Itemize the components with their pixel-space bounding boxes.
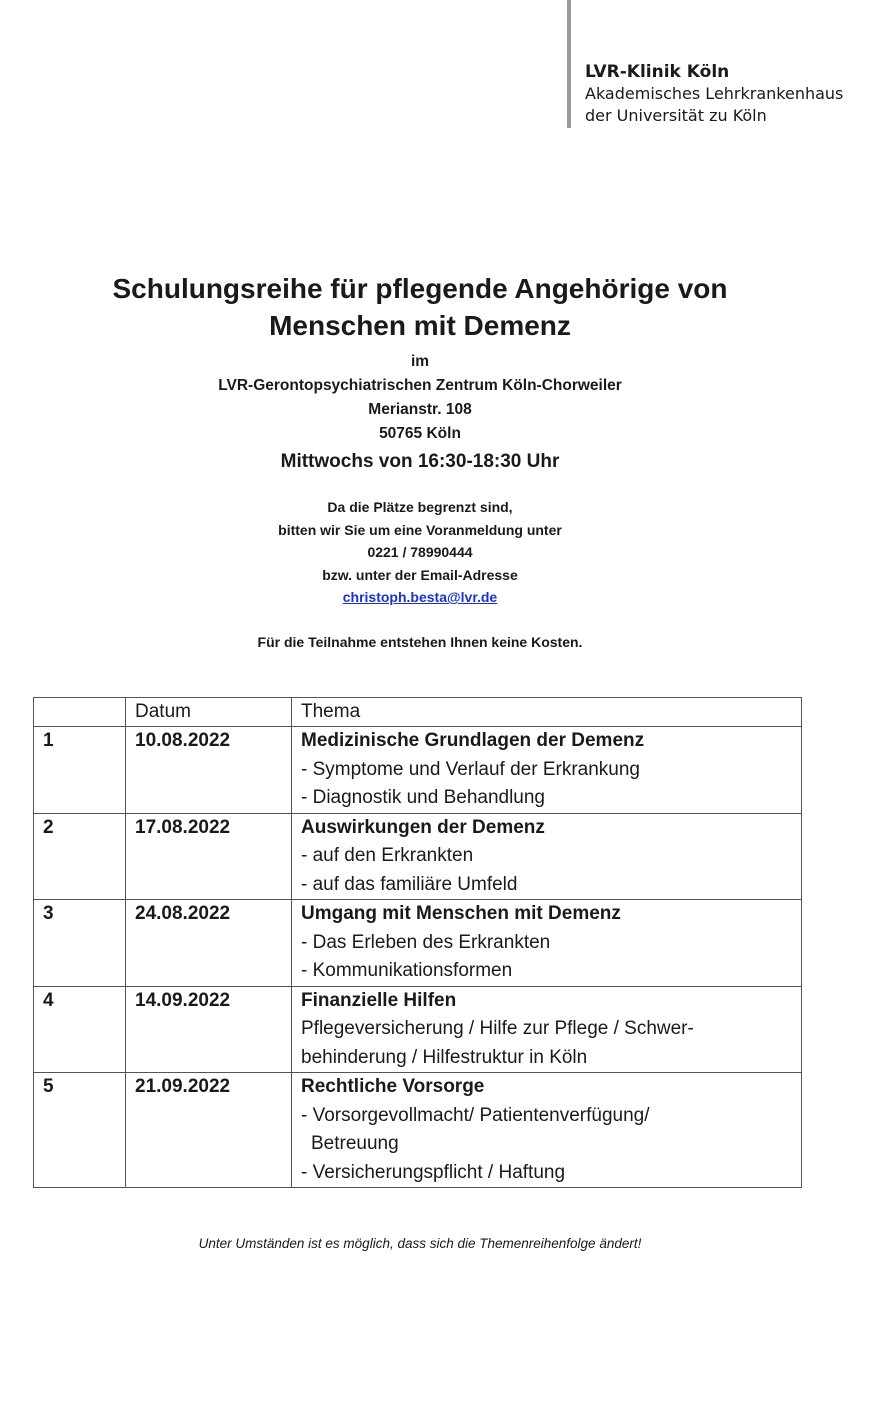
row-detail: Betreuung [311,1133,399,1154]
location-street: Merianstr. 108 [368,401,472,418]
row-topic: Finanzielle Hilfen [301,989,457,1011]
row-topic-cell [292,900,802,987]
table-row [34,986,802,1073]
schedule-time: Mittwochs von 16:30-18:30 Uhr [280,451,560,472]
row-topic-cell [292,986,802,1073]
table-row [34,727,802,814]
row-detail: - Symptome und Verlauf der Erkrankung [301,758,641,780]
title-line-2: Menschen mit Demenz [269,310,571,341]
row-date: 10.08.2022 [126,727,292,814]
row-topic: Rechtliche Vorsorge [301,1076,485,1097]
row-detail: behinderung / Hilfestruktur in Köln [301,1046,588,1068]
table-row [34,900,802,987]
row-number: 5 [34,1073,126,1188]
costs-note: Für die Teilnahme entstehen Ihnen keine Kosten. [257,634,583,650]
letterhead-line-2: der Universität zu Köln [585,106,767,125]
header-cell-topic: Thema [292,698,802,727]
row-date: 17.08.2022 [126,813,292,900]
row-number: 4 [34,986,126,1073]
row-date: 21.09.2022 [126,1073,292,1188]
footnote: Unter Umständen ist es möglich, dass sich die Themenreihenfolge ändert! [198,1236,642,1251]
row-detail: Pflegeversicherung / Hilfe zur Pflege / Schwer- [301,1018,694,1039]
row-detail: - Versicherungspflicht / Haftung [301,1161,566,1183]
registration-line-2: bitten wir Sie um eine Voranmeldung unter [278,521,562,538]
row-date: 14.09.2022 [126,986,292,1073]
row-detail: - auf den Erkrankten [301,845,474,866]
registration-line-3: bzw. unter der Email-Adresse [322,566,518,583]
header-cell-number [34,698,126,727]
row-detail: - Das Erleben des Erkrankten [301,931,551,953]
row-detail: - Vorsorgevollmacht/ Patientenverfügung/ [301,1104,650,1126]
row-topic-cell [292,813,802,900]
location-city: 50765 Köln [379,425,461,442]
row-number: 3 [34,900,126,987]
table-header-row [34,698,802,727]
registration-line-1: Da die Plätze begrenzt sind, [327,499,513,515]
row-detail: - Diagnostik und Behandlung [301,787,546,808]
table-row [34,813,802,900]
email-link[interactable]: christoph.besta@lvr.de [342,589,498,605]
location-center: LVR-Gerontopsychiatrischen Zentrum Köln-Chorweiler [218,377,622,394]
header-divider [567,0,571,128]
registration-phone: 0221 / 78990444 [367,544,473,560]
table-row [34,1073,802,1188]
organization-name: LVR-Klinik Köln [585,62,730,82]
title-line-1: Schulungsreihe für pflegende Angehörige von [112,273,728,304]
row-number: 2 [34,813,126,900]
page-title [40,270,800,344]
registration-info [40,496,800,609]
location-im: im [410,353,430,370]
schedule-table [33,697,802,1188]
row-topic: Umgang mit Menschen mit Demenz [301,903,621,924]
row-date: 24.08.2022 [126,900,292,987]
letterhead [585,61,843,127]
row-topic: Auswirkungen der Demenz [301,816,545,838]
row-detail: - auf das familiäre Umfeld [301,873,518,895]
header-cell-date: Datum [126,698,292,727]
row-detail: - Kommunikationsformen [301,960,513,981]
row-topic-cell [292,1073,802,1188]
row-topic: Medizinische Grundlagen der Demenz [301,730,645,751]
row-number: 1 [34,727,126,814]
row-topic-cell [292,727,802,814]
letterhead-line-1: Akademisches Lehrkrankenhaus [585,84,844,103]
